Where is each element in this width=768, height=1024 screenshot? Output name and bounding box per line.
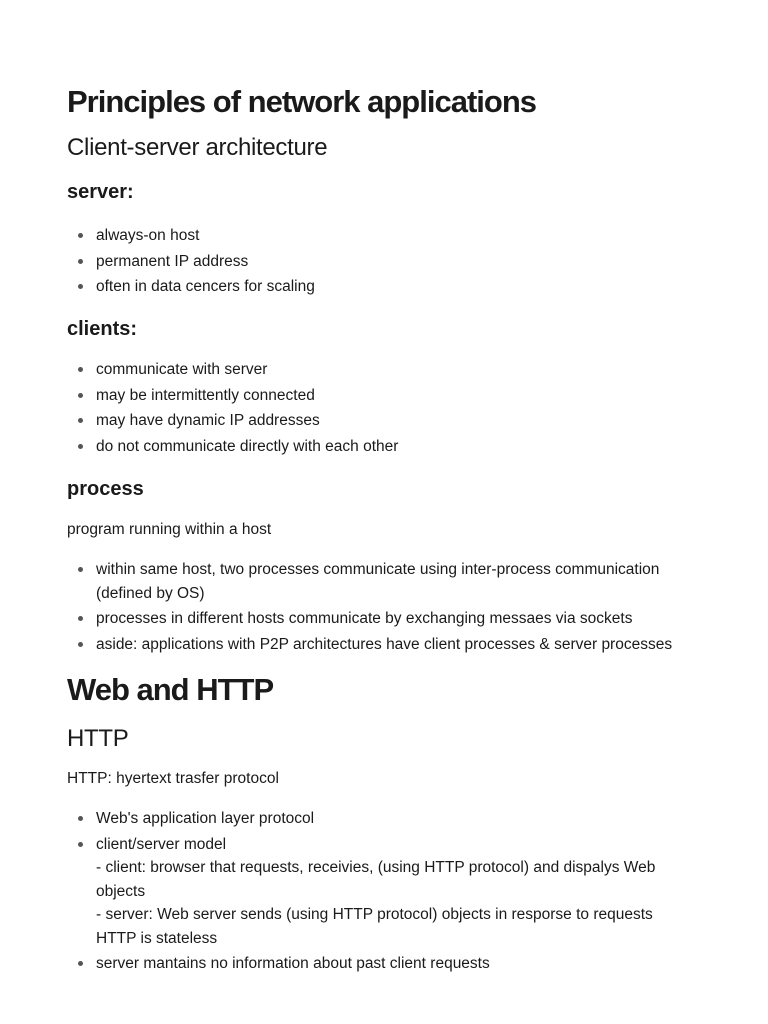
bullet-icon (78, 444, 83, 449)
group-heading-server: server: (67, 181, 134, 203)
subsection-title-client-server: Client-server architecture (67, 134, 328, 161)
http-list (67, 807, 707, 978)
list-item: Web's application layer protocol (67, 807, 707, 831)
list-item: communicate with server (67, 358, 707, 382)
subsection-title-http: HTTP (67, 725, 129, 752)
list-item: processes in different hosts communicate by exchanging messaes via sockets (67, 607, 707, 631)
section-title-web-http: Web and HTTP (67, 672, 274, 707)
bullet-icon (78, 616, 83, 621)
clients-list (67, 358, 707, 460)
section-title-principles: Principles of network applications (67, 84, 536, 119)
bullet-icon (78, 393, 83, 398)
bullet-icon (78, 567, 83, 572)
list-item: may have dynamic IP addresses (67, 409, 707, 433)
bullet-icon (78, 259, 83, 264)
list-item: often in data cencers for scaling (67, 275, 707, 299)
list-item: within same host, two processes communicate using inter-process communication (defined by OS) (67, 558, 707, 605)
group-heading-clients: clients: (67, 318, 138, 340)
list-item: may be intermittently connected (67, 384, 707, 408)
bullet-icon (78, 816, 83, 821)
list-item: client/server model - client: browser that requests, receivies, (using HTTP protocol) and dispalys Web objects - server: Web server sends (using HTTP protocol) objects in resporse to requests HTTP is stateless (67, 833, 707, 951)
list-item: server mantains no information about past client requests (67, 952, 707, 976)
bullet-icon (78, 642, 83, 647)
bullet-icon (78, 233, 83, 238)
group-heading-process: process (67, 478, 144, 500)
list-item: do not communicate directly with each other (67, 435, 707, 459)
list-item: permanent IP address (67, 250, 707, 274)
bullet-icon (78, 418, 83, 423)
list-item: always-on host (67, 224, 707, 248)
process-description: program running within a host (67, 521, 272, 538)
bullet-icon (78, 367, 83, 372)
http-description: HTTP: hyertext trasfer protocol (67, 770, 279, 787)
bullet-icon (78, 842, 83, 847)
bullet-icon (78, 284, 83, 289)
bullet-icon (78, 961, 83, 966)
process-list (67, 558, 707, 658)
server-list (67, 224, 707, 301)
list-item: aside: applications with P2P architectures have client processes & server processes (67, 633, 707, 657)
